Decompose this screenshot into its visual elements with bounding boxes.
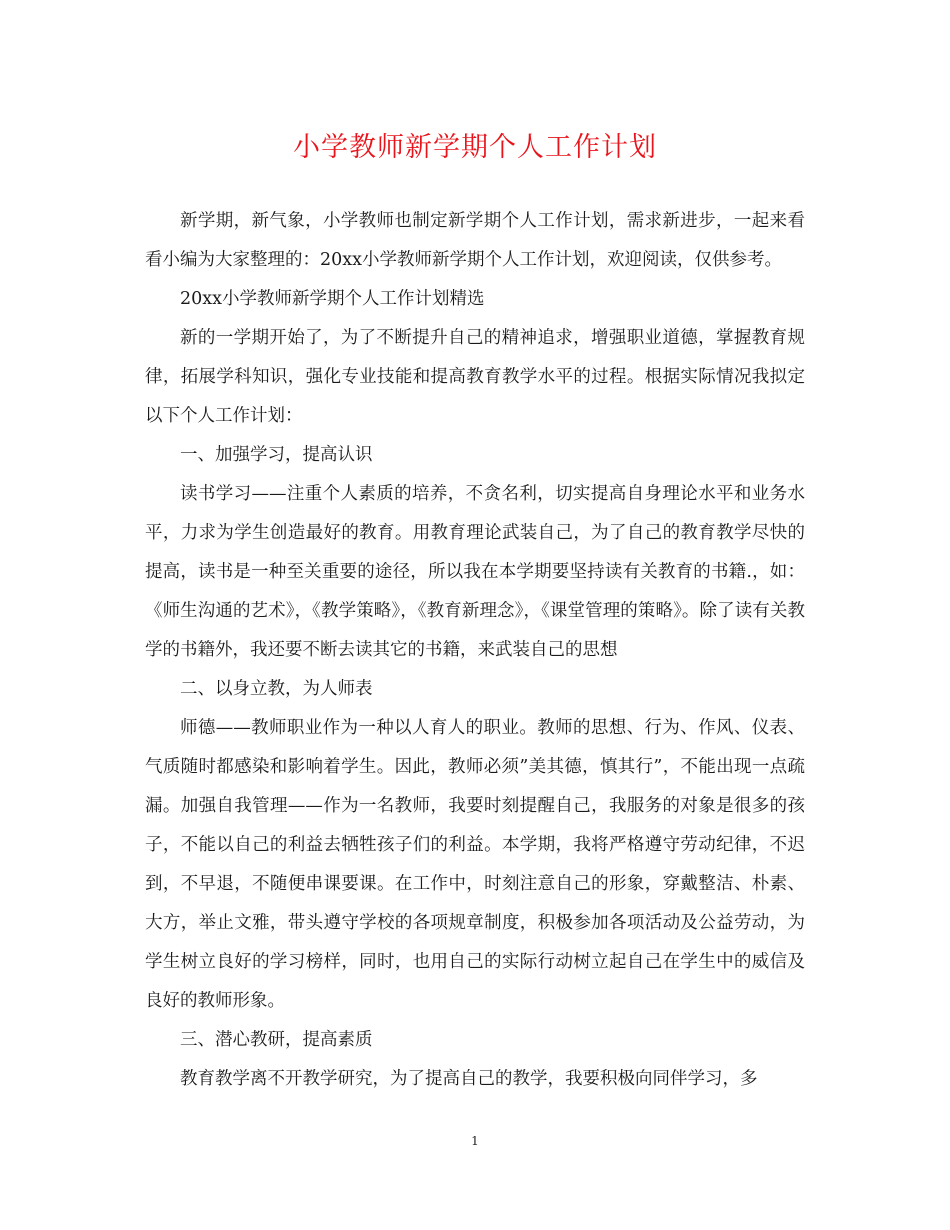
document-body bbox=[145, 202, 805, 1099]
paragraph-section-3: 教育教学离不开教学研究，为了提高自己的教学，我要积极向同伴学习，多 bbox=[180, 1069, 758, 1089]
page-number: 1 bbox=[471, 1134, 479, 1148]
paragraph-opening: 新的一学期开始了，为了不断提升自己的精神追求，增强职业道德，掌握教育规律，拓展学科知识，强化专业技能和提高教育教学水平的过程。根据实际情况我拟定以下个人工作计划： bbox=[145, 328, 805, 426]
paragraph-intro: 新学期，新气象，小学教师也制定新学期个人工作计划，需求新进步，一起来看看小编为大家整理的：20xx小学教师新学期个人工作计划，欢迎阅读，仅供参考。 bbox=[145, 211, 805, 270]
paragraph-section-1: 读书学习——注重个人素质的培养，不贪名利，切实提高自身理论水平和业务水平，力求为学生创造最好的教育。用教育理论武装自己，为了自己的教育教学尽快的提高，读书是一种至关重要的途径，所以我在本学期要坚持读有关教育的书籍.，如：《师生沟通的艺术》，《教学策略》，《教育新理念》，《课堂管理的策略》。除了读有关教学的书籍外，我还要不断去读其它的书籍，来武装自己的思想 bbox=[145, 484, 805, 660]
paragraph-section-2: 师德——教师职业作为一种以人育人的职业。教师的思想、行为、作风、仪表、气质随时都感染和影响着学生。因此，教师必须”美其德，慎其行”，不能出现一点疏漏。加强自我管理——作为一名教师，我要时刻提醒自己，我服务的对象是很多的孩子，不能以自己的利益去牺牲孩子们的利益。本学期，我将严格遵守劳动纪律，不迟到，不早退，不随便串课要课。在工作中，时刻注意自己的形象，穿戴整洁、朴素、大方，举止文雅，带头遵守学校的各项规章制度，积极参加各项活动及公益劳动，为学生树立良好的学习榜样，同时，也用自己的实际行动树立起自己在学生中的威信及良好的教师形象。 bbox=[145, 718, 805, 1011]
section-heading-2: 二、以身立教，为人师表 bbox=[180, 679, 373, 699]
paragraph-subtitle: 20xx小学教师新学期个人工作计划精选 bbox=[180, 289, 485, 309]
section-heading-1: 一、加强学习，提高认识 bbox=[180, 445, 373, 465]
document-title: 小学教师新学期个人工作计划 bbox=[293, 132, 657, 163]
section-heading-3: 三、潜心教研，提高素质 bbox=[180, 1030, 373, 1050]
